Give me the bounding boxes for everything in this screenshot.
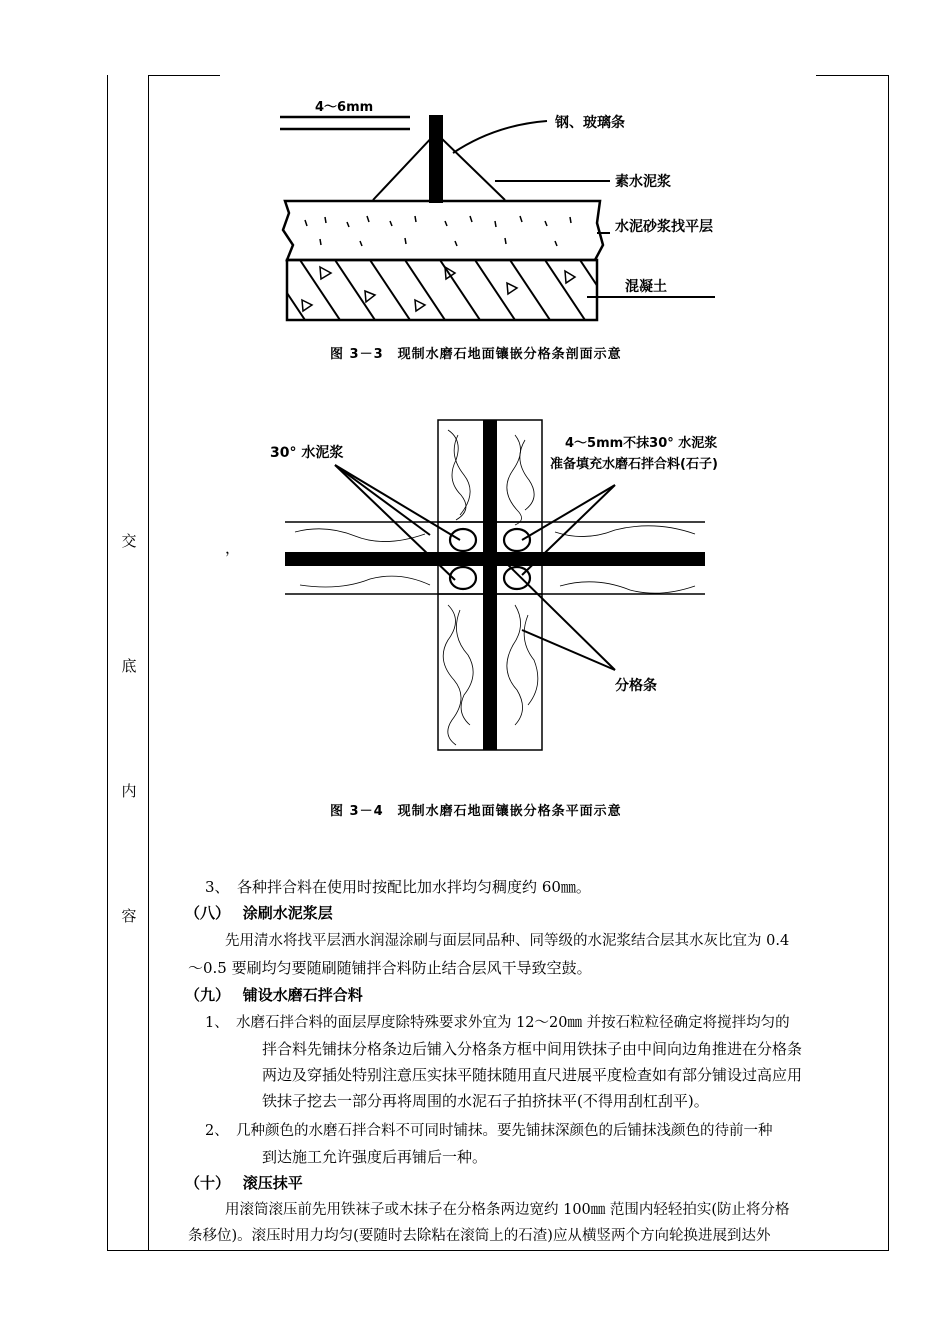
paste-label: 素水泥浆 [615, 174, 671, 190]
side-label-char: 容 [121, 907, 137, 925]
side-label-char: 内 [121, 782, 137, 800]
section-8-para-line1: 先用清水将找平层洒水润湿涂刷与面层同品种、同等级的水泥浆结合层其水灰比宜为 0.4 [225, 933, 790, 949]
width-dimension-lines [280, 117, 410, 129]
section-8-title: （八） 涂刷水泥浆层 [185, 904, 333, 922]
stray-comma: ， [225, 539, 241, 557]
figure-3-4-plan [260, 410, 730, 755]
section-10-para-line2: 条移位)。滚压时用力均匀(要随时去除粘在滚筒上的石渣)应从横竖两个方向轮换进展到达外 [188, 1228, 771, 1244]
table-bottom-line [107, 1250, 889, 1251]
section-9-title: （九） 铺设水磨石拌合料 [185, 986, 363, 1004]
section-8-para-line2: ～0.5 要刷均匀要随刷随铺拌合料防止结合层风干导致空鼓。 [188, 959, 592, 977]
section-9-item1-line2: 拌合料先铺抹分格条边后铺入分格条方框中间用铁抹子由中间向边角推进在分格条 [262, 1040, 803, 1058]
figure-3-3-section [265, 95, 735, 335]
section-9-item2-line2: 到达施工允许强度后再铺后一种。 [262, 1148, 488, 1166]
sand-specks [305, 216, 571, 246]
gap-label-line2: 准备填充水磨石拌合料(石子) [550, 457, 718, 472]
section-9-item1-line3: 两边及穿插处特别注意压实抹平随抹随用直尺进展平度检查如有部分铺设过高应用 [262, 1066, 803, 1084]
strip-label: 钢、玻璃条 [555, 115, 625, 131]
gap-label-line1: 4～5mm不抹30° 水泥浆 [565, 436, 718, 451]
section-9-item1-line1: 1、 水磨石拌合料的面层厚度除特殊要求外宜为 12～20㎜ 并按石粒粒径确定将搅拌均匀的 [205, 1015, 790, 1031]
width-label: 4～6mm [315, 100, 374, 115]
leader-lines [453, 121, 715, 297]
strip-label: 分格条 [615, 678, 657, 694]
section-10-para-line1: 用滚筒滚压前先用铁袜子或木抹子在分格条两边宽约 100㎜ 范围内轻轻拍实(防止将分格 [225, 1202, 790, 1218]
divider-strip-vertical [483, 420, 497, 750]
leveling-layer [283, 201, 603, 260]
section-9-item2-line1: 2、 几种颜色的水磨石拌合料不可同时铺抹。要先铺抹深颜色的后铺抹浅颜色的待前一种 [205, 1123, 773, 1139]
figure-3-3-caption: 图 3－3 现制水磨石地面镶嵌分格条剖面示意 [330, 347, 622, 362]
divider-strip [429, 115, 443, 203]
table-column-divider [148, 75, 149, 1250]
side-label-char: 底 [121, 657, 137, 675]
leader-lines [335, 465, 615, 670]
table-border-left [107, 75, 108, 1250]
table-border-right [888, 75, 889, 1250]
figure-3-4-caption: 图 3－4 现制水磨石地面镶嵌分格条平面示意 [330, 804, 622, 819]
section-10-title: （十） 滚压抹平 [185, 1174, 303, 1192]
table-top-line-left [148, 75, 220, 76]
section-9-item1-line4: 铁抹子挖去一部分再将周围的水泥石子拍挤抹平(不得用刮杠刮平)。 [262, 1092, 709, 1110]
concrete-label: 混凝土 [625, 279, 667, 295]
paste30-label: 30° 水泥浆 [270, 445, 344, 461]
leveling-label: 水泥砂浆找平层 [615, 219, 713, 235]
divider-strip-horizontal [285, 552, 705, 566]
concrete-layer [265, 260, 620, 320]
table-top-line-right [816, 75, 889, 76]
item-3: 3、 各种拌合料在使用时按配比加水拌均匀稠度约 60㎜。 [205, 878, 591, 896]
side-label-char: 交 [121, 532, 137, 550]
